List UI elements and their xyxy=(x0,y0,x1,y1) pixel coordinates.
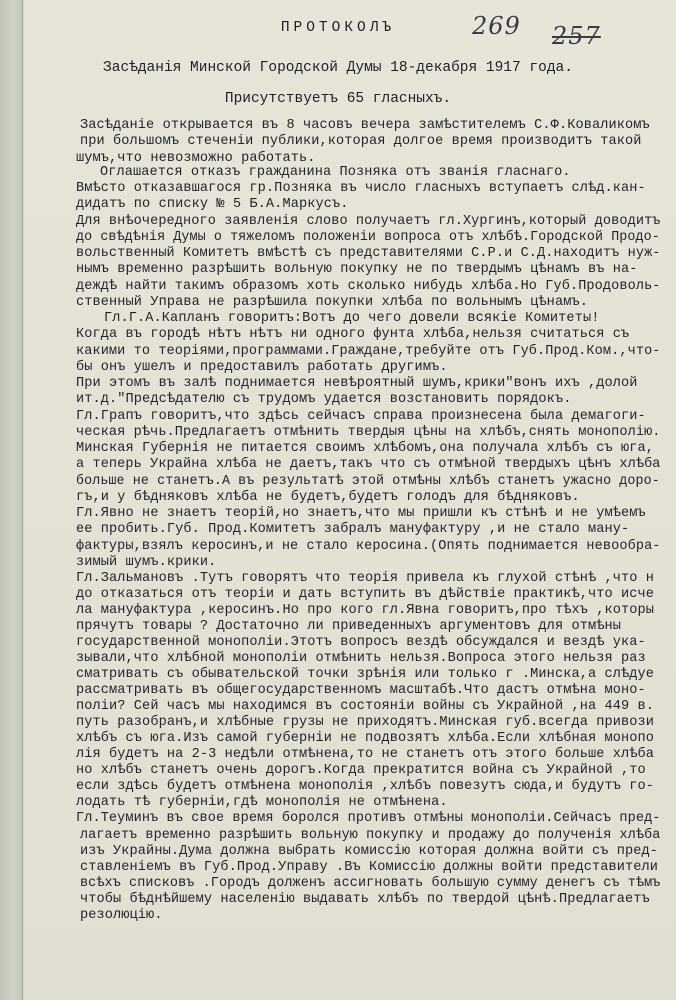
text-line: резолюцію. xyxy=(80,908,163,923)
text-line: чтобы бѣднѣйшему населенію выдавать хлѣбъ по твердой цѣнѣ.Предлагаетъ xyxy=(80,892,650,907)
text-line: ственный Управа не разрѣшила покупки хлѣба по вольнымъ цѣнамъ. xyxy=(76,295,588,310)
text-line: поліи? Сей часъ мы находимся въ состояніи войны съ Украйной ,на 449 в. xyxy=(76,699,655,714)
text-line: Для внѣочередного заявленія слово получаетъ гл.Хургинъ,который доводитъ xyxy=(76,214,661,229)
text-line: Гл.Зальмановъ .Тутъ говорятъ что теорія привела къ глухой стѣнѣ ,что н xyxy=(76,571,655,586)
text-line: государственной монополіи.Этотъ вопросъ вездѣ обсуждался и вездѣ ука- xyxy=(76,635,646,650)
text-line: Оглашается отказъ гражданина Позняка отъ званія гласнаго. xyxy=(100,165,571,180)
text-line: ческая рѣчь.Предлагаетъ отмѣнить твердыя цѣны на хлѣбъ,снять монополію. xyxy=(76,425,661,440)
text-line: рассматривать въ общегосударственномъ масштабѣ.Что дастъ отмѣна моно- xyxy=(76,683,646,698)
text-line: зимый шумъ.крики. xyxy=(76,555,217,570)
text-line: а теперь Украйна хлѣба не даетъ,такъ что съ отмѣной твердыхъ цѣнъ хлѣба xyxy=(76,457,661,472)
text-line: Гл.Явно не знаетъ теорій,но знаетъ,что мы пришли къ стѣнѣ и не умѣемъ xyxy=(76,506,646,521)
text-line: больше не станетъ.А въ результатѣ этой отмѣны хлѣбъ станетъ ужасно доро- xyxy=(76,474,660,489)
text-line: шумъ,что невозможно работать. xyxy=(76,151,316,166)
text-line: Когда въ городѣ нѣтъ нѣтъ ни одного фунта хлѣба,нельзя считаться съ xyxy=(76,327,630,342)
text-line: дидатъ по списку № 5 Б.А.Маркусъ. xyxy=(76,197,349,212)
document-title: ПРОТОКОЛЪ xyxy=(280,20,396,36)
text-line: ставленіемъ въ Губ.Прод.Управу .Въ Комиссію должны войти представители xyxy=(80,860,659,875)
text-line: При этомъ въ залѣ поднимается невѣроятный шумъ,крики"вонъ ихъ ,долой xyxy=(76,376,638,391)
text-line: если здѣсь будетъ отмѣнена монополія ,хлѣбъ повезутъ сюда,и будутъ го- xyxy=(76,779,655,794)
text-line: до отказаться отъ теоріи и дать вступить въ дѣйствіе практикѣ,что исче xyxy=(76,587,655,602)
text-line: при большомъ стеченіи публики,которая долгое время производитъ такой xyxy=(80,134,642,149)
archive-page-number-crossed: 257 xyxy=(552,22,601,50)
text-line: зывали,что хлѣбной монополіи отмѣнить нельзя.Вопроса этого нельзя раз xyxy=(76,651,646,666)
binding-strip xyxy=(0,0,23,1000)
text-line: ее пробить.Губ. Прод.Комитетъ забралъ мануфактуру ,и не стало ману- xyxy=(76,522,630,537)
text-line: вольственный Комитетъ вмѣстѣ съ представителями С.Р.и С.Д.находитъ нуж- xyxy=(76,246,661,261)
text-line: хлѣбъ съ юга.Изъ самой губерніи не подвозятъ хлѣба.Если хлѣбная монопо xyxy=(76,731,655,746)
text-line: но хлѣбъ станетъ очень дорогъ.Когда прекратится война съ Украйной ,то xyxy=(76,763,646,778)
text-line: сматривать съ обывательской точки зрѣнія или только г .Минска,а слѣдуе xyxy=(76,667,655,682)
text-line: Засѣданіе открывается въ 8 часовъ вечера замѣстителемъ С.Ф.Коваликомъ xyxy=(80,118,650,133)
text-line: Гл.Г.А.Капланъ говоритъ:Вотъ до чего довели всякіе Комитеты! xyxy=(104,311,600,326)
attendance-line: Присутствуетъ 65 гласныхъ. xyxy=(224,91,452,107)
text-line: до свѣдѣнія Думы о тяжеломъ положеніи вопроса отъ хлѣбѣ.Городской Продо- xyxy=(76,230,660,245)
text-line: ла мануфактура ,керосинъ.Но про кого гл.Явна говоритъ,про тѣхъ ,которы xyxy=(76,603,655,618)
text-line: деждѣ найти такимъ образомъ хоть сколько нибудь хлѣба.Но Губ.Продоволь- xyxy=(76,279,661,294)
text-line: лагаетъ временно разрѣшить вольную покупку и продажу до полученія хлѣба xyxy=(80,828,661,843)
text-line: Гл.Теуминъ въ свое время боролся противъ отмѣны монополіи.Сейчасъ пред- xyxy=(76,811,661,826)
text-line: фактуры,взялъ керосинъ,и не стало керосина.(Опять поднимается невообра- xyxy=(76,539,661,554)
session-heading: Засѣданія Минской Городской Думы 18-декабря 1917 года. xyxy=(103,60,573,76)
text-line: прячутъ товары ? Достаточно ли приведенныхъ аргументовъ для отмѣны xyxy=(76,619,621,634)
text-line: Гл.Грапъ говоритъ,что здѣсь сейчасъ справа произнесена была демагоги- xyxy=(76,409,646,424)
text-line: ит.д."Предсѣдателю съ трудомъ удается возстановить порядокъ. xyxy=(76,392,572,407)
text-line: всѣхъ списковъ .Городъ долженъ ассигновать большую сумму денегъ съ тѣмъ xyxy=(80,876,661,891)
text-line: нымъ временно разрѣшить вольную покупку не по твердымъ цѣнамъ въ на- xyxy=(76,262,638,277)
text-line: изъ Украйны.Дума должна выбрать комиссію которая должна войти съ пред- xyxy=(80,844,659,859)
text-line: Минская Губернія не питается своимъ хлѣбомъ,она получала хлѣбъ съ юга, xyxy=(76,441,655,456)
text-line: путь разобранъ,и хлѣбные грузы не приходятъ.Минская губ.всегда привози xyxy=(76,715,655,730)
archive-page-number: 269 xyxy=(472,12,521,40)
text-line: лія будетъ на 2-3 недѣли отмѣнена,то не станетъ отъ этого больше хлѣба xyxy=(76,747,655,762)
text-line: Вмѣсто отказавшагося гр.Позняка въ число гласныхъ вступаетъ слѣд.кан- xyxy=(76,181,646,196)
text-line: лодать тѣ губерніи,гдѣ монополія не отмѣнена. xyxy=(76,795,448,810)
text-line: бы онъ ушелъ и предоставилъ работать другимъ. xyxy=(76,360,448,375)
text-line: какими то теоріями,программами.Граждане,требуйте отъ Губ.Прод.Ком.,что- xyxy=(76,344,661,359)
text-line: гъ,и у бѣдняковъ хлѣба не будетъ,будетъ голодъ для бѣдняковъ. xyxy=(76,490,580,505)
